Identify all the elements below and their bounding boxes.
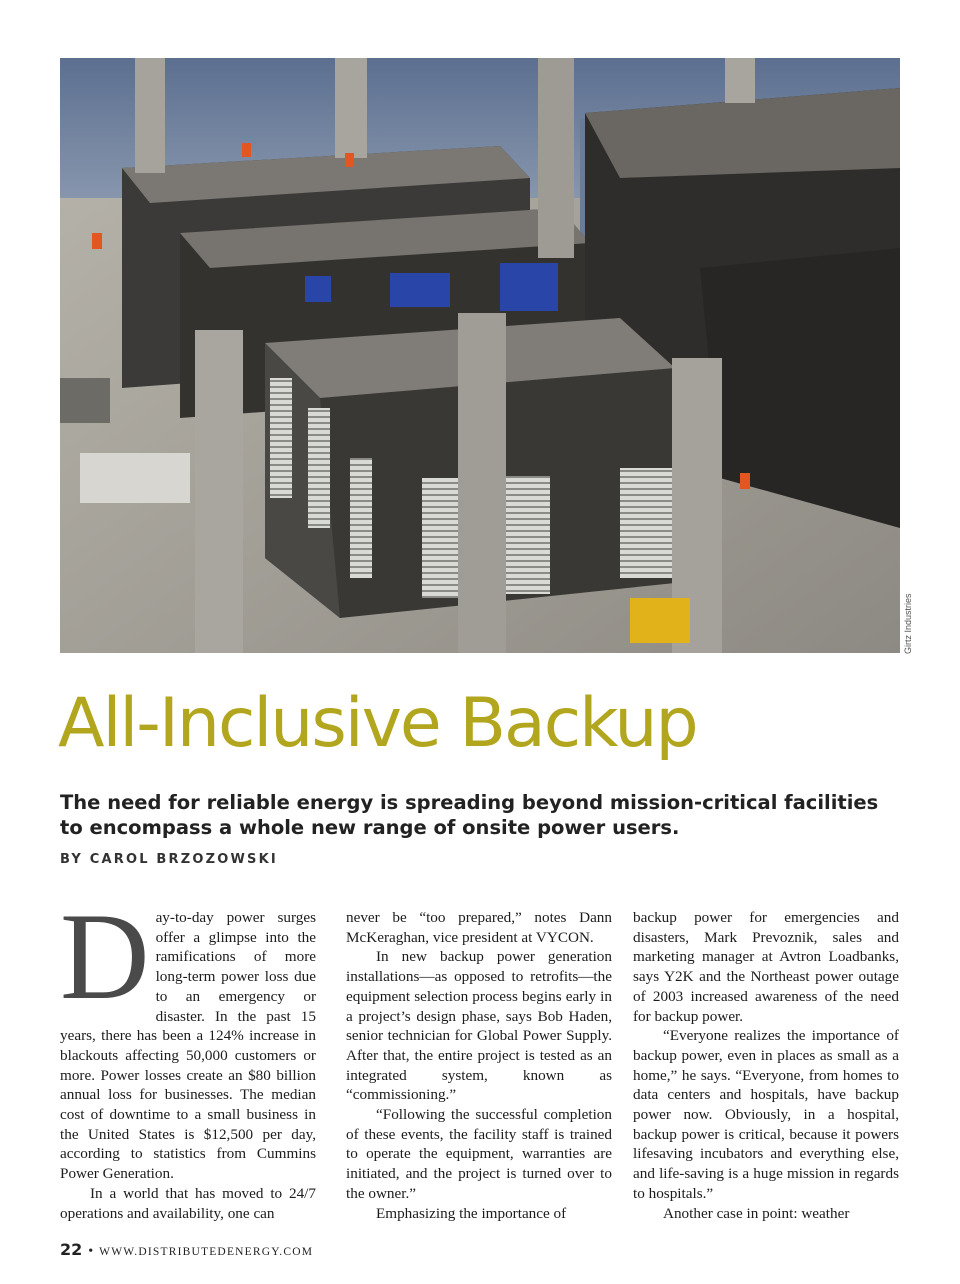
paragraph: In a world that has moved to 24/7 operations and availability, one can: [60, 1184, 316, 1222]
text-column-3: [633, 908, 899, 1223]
paragraph: Another case in point: weather: [663, 1204, 850, 1222]
paragraph: “Everyone realizes the importance of backup power, even in places as small as a home,” he says. “Everyone, from homes to data centers and hospitals, have backup power now. Obviously, in a hospital, backup power is critical, because it powers lifesaving incubators and everything else, and life-saving is a huge mission in regards to hospitals.”: [633, 1027, 899, 1202]
page-footer: [60, 1240, 313, 1260]
paragraph: In new backup power generation installations—as opposed to retrofits—the equipment selection process begins early in a project’s design phase, says Bob Haden, senior technician for Global Power Supply. After that, the entire project is tested as an integrated system, known as “commissioning.”: [346, 948, 612, 1104]
photo-credit: Girtz Industries: [903, 593, 913, 654]
article-byline: BY CAROL BRZOZOWSKI: [60, 852, 278, 867]
text-column-1: [60, 888, 316, 1223]
construction-site-photo-icon: [60, 58, 900, 653]
paragraph: Emphasizing the importance of: [376, 1204, 567, 1222]
paragraph: backup power for emergencies and disasters, Mark Prevoznik, sales and marketing manager at Avtron Loadbanks, says Y2K and the Northeast power outage of 2003 increased awareness of the need for backup power.: [633, 909, 899, 1025]
footer-url: WWW.DISTRIBUTEDENERGY.COM: [99, 1246, 314, 1258]
paragraph: ay-to-day power surges offer a glimpse into the ramifications of more long-term power loss due to an emergency or disaster. In the past 15 years, there has been a 124% increase in blackouts affecting 50,000 customers or more. Power losses create an $80 billion annual loss for businesses. The median cost of downtime to a small business in the United States is $12,500 per day, according to statistics from Cummins Power Generation.: [60, 909, 316, 1183]
drop-cap: D: [60, 888, 150, 1025]
paragraph: “Following the successful completion of these events, the facility staff is trained to operate the equipment, warranties are initiated, and the project is turned over to the owner.”: [346, 1106, 612, 1202]
article-photo: [60, 58, 900, 653]
article-deck: The need for reliable energy is spreading beyond mission-critical facilities to encompass a whole new range of onsite power users.: [60, 791, 879, 839]
text-column-2: [346, 908, 612, 1223]
footer-separator: •: [88, 1244, 94, 1259]
paragraph: never be “too prepared,” notes Dann McKeraghan, vice president at VYCON.: [346, 909, 612, 946]
article-headline: All-Inclusive Backup: [58, 684, 697, 763]
page-number: 22: [60, 1240, 83, 1259]
